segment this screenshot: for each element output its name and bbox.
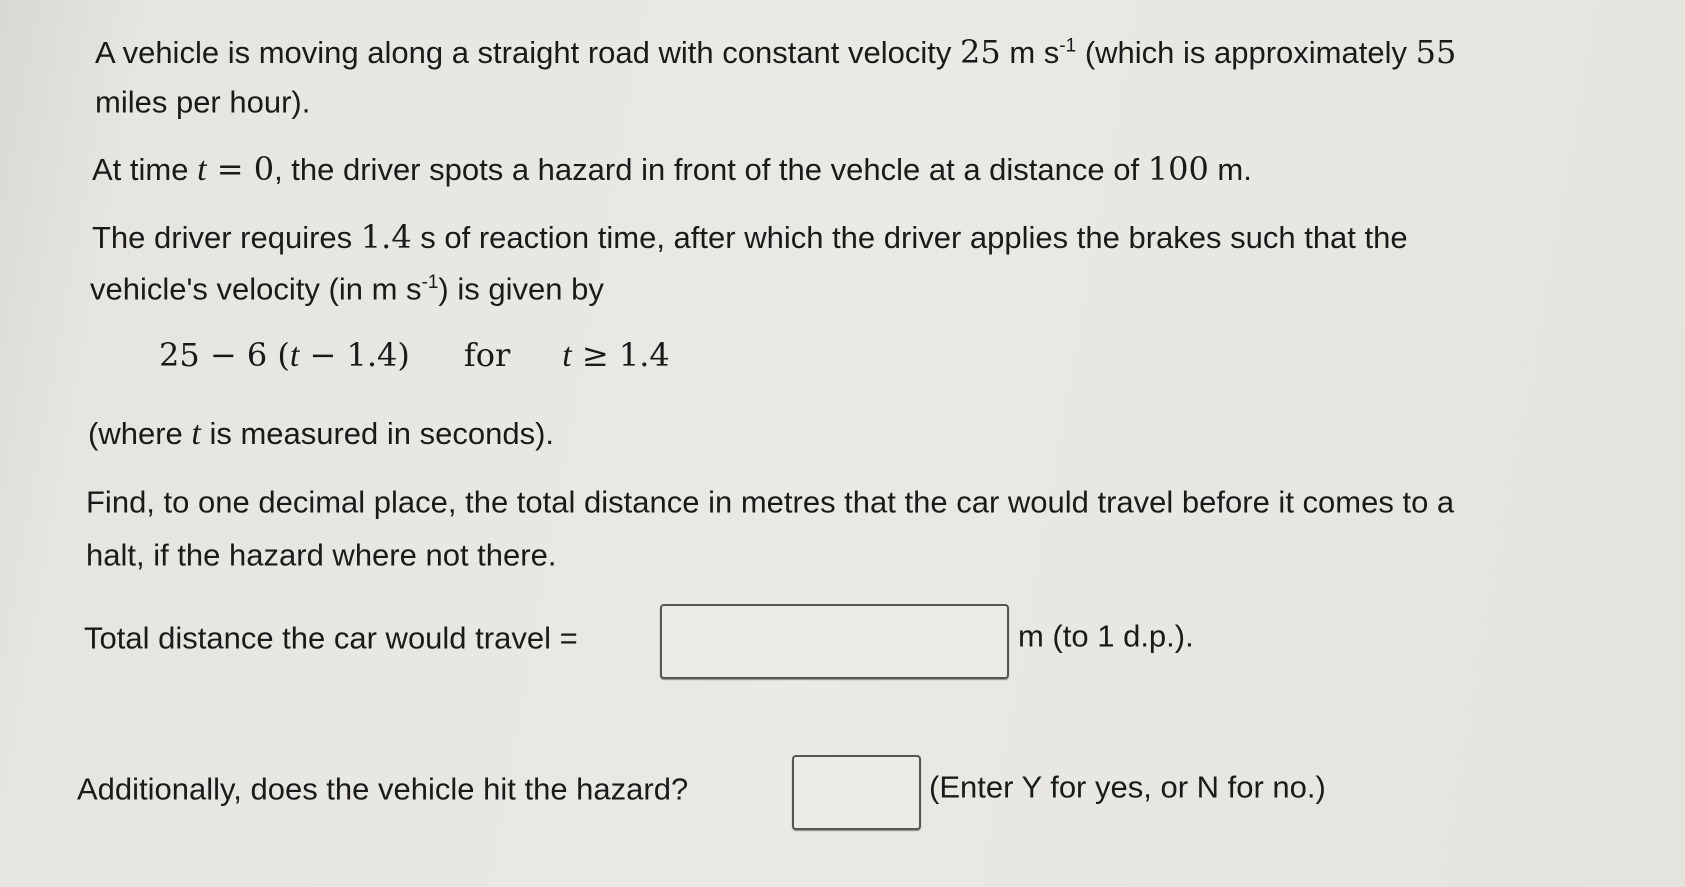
problem-line-8: halt, if the hazard where not there. (86, 537, 557, 573)
text: s of reaction time, after which the driver applies the brakes such that the (411, 220, 1408, 255)
text: ) is given by (438, 271, 604, 307)
formula-condition: ≥ 1.4 (571, 336, 670, 374)
formula-expr: 25 − 6 ( (159, 336, 290, 374)
text: (where (88, 416, 192, 451)
equation: = 0 (206, 150, 275, 188)
problem-line-2: miles per hour). (95, 84, 311, 120)
text: The driver requires (92, 220, 361, 255)
unit: m s (1000, 35, 1060, 70)
text: is measured in seconds). (200, 416, 555, 451)
formula-expr: − 1.4) (299, 336, 410, 374)
text: (which is approximately (1076, 35, 1416, 70)
problem-line-7: Find, to one decimal place, the total distance in metres that the car would travel before it comes to a (86, 484, 1455, 520)
problem-line-5 (90, 271, 604, 307)
answer2-label: Additionally, does the vehicle hit the hazard? (77, 771, 689, 807)
exponent: -1 (421, 272, 439, 294)
hit-hazard-input[interactable] (792, 755, 921, 830)
var-t: t (191, 415, 201, 452)
exponent: -1 (1059, 35, 1077, 57)
text: At time (92, 152, 198, 187)
problem-line-6 (88, 417, 554, 451)
answer1-suffix: m (to 1 d.p.). (1018, 618, 1194, 654)
distance-value: 100 (1147, 150, 1209, 188)
mph-value: 55 (1415, 33, 1457, 71)
text: A vehicle is moving along a straight road with constant velocity (95, 35, 961, 70)
var-t: t (562, 337, 572, 374)
answer1-label: Total distance the car would travel = (84, 620, 578, 656)
var-t: t (197, 151, 207, 188)
problem-line-3 (92, 150, 1252, 188)
answer2-suffix: (Enter Y for yes, or N for no.) (929, 769, 1326, 805)
text: m. (1208, 152, 1252, 187)
velocity-formula (159, 336, 670, 374)
problem-line-4 (92, 218, 1408, 256)
total-distance-input[interactable] (660, 604, 1009, 679)
var-t: t (289, 337, 300, 374)
velocity-value: 25 (960, 33, 1001, 71)
reaction-time: 1.4 (360, 218, 412, 256)
text: vehicle's velocity (in m s (90, 271, 422, 307)
formula-for: for (463, 336, 511, 374)
problem-line-1 (95, 33, 1457, 71)
text: , the driver spots a hazard in front of the vehcle at a distance of (274, 152, 1148, 187)
